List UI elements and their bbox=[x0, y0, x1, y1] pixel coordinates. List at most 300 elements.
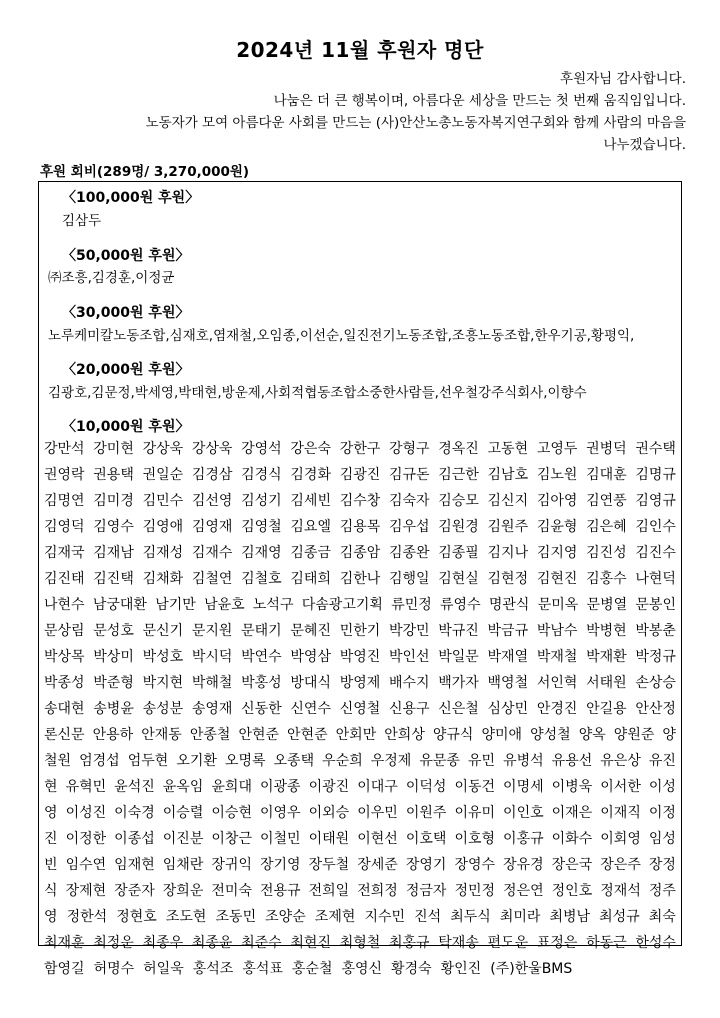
donor-name: 김종암 bbox=[339, 545, 381, 561]
donor-name: 이외승 bbox=[308, 805, 350, 821]
donor-name: 황경숙 bbox=[391, 961, 432, 977]
donor-name: 방영제 bbox=[339, 675, 381, 691]
donor-name: 이철민 bbox=[260, 831, 301, 847]
donor-name: 김재성 bbox=[142, 545, 184, 561]
donor-row bbox=[44, 514, 676, 540]
donor-name: 고동현 bbox=[487, 441, 529, 457]
donor-name: 최종윤 bbox=[191, 935, 233, 951]
donor-name: 김영철 bbox=[241, 519, 282, 535]
donor-name: 김연풍 bbox=[586, 493, 627, 509]
donor-name: 이동건 bbox=[454, 779, 496, 795]
donor-name: 김노원 bbox=[536, 467, 578, 483]
donor-name: 신영철 bbox=[339, 701, 381, 717]
donor-name: 김진수 bbox=[635, 545, 676, 561]
donor-name: 표정은 bbox=[536, 935, 578, 951]
tier-donors-50000: ㈜조흥,김경훈,이정균 bbox=[48, 270, 175, 286]
donor-name: 신연수 bbox=[290, 701, 331, 717]
donation-summary: 후원 회비(289명/ 3,270,000원) bbox=[40, 164, 250, 180]
donor-name: 김영애 bbox=[142, 519, 184, 535]
tier-donors-20000: 김광호,김문정,박세영,박태현,방운제,사회적협동조합소중한사람들,선우철강주식회사,이향수 bbox=[48, 385, 587, 401]
donor-name: 김근한 bbox=[438, 467, 479, 483]
donor-name: 장유경 bbox=[503, 857, 544, 873]
donor-name: 안희상 bbox=[384, 727, 425, 743]
donor-name: 이대구 bbox=[357, 779, 398, 795]
donor-name: 장은주 bbox=[600, 857, 641, 873]
donor-name: 양 bbox=[662, 727, 676, 743]
donor-name: 정민정 bbox=[454, 883, 496, 899]
donor-name: 유은상 bbox=[600, 753, 641, 769]
donor-name: 김재남 bbox=[93, 545, 134, 561]
donor-name: 김용목 bbox=[339, 519, 381, 535]
greeting-line: 나눔은 더 큰 행복이며, 아름다운 세상을 만드는 첫 번째 움직임입니다. bbox=[273, 93, 686, 109]
tier-heading-50000: 〈50,000원 후원〉 bbox=[62, 248, 190, 264]
donor-name: 최재훈 bbox=[44, 935, 85, 951]
donor-name: 김요엘 bbox=[290, 519, 331, 535]
donor-name: 강영석 bbox=[241, 441, 282, 457]
donor-name: 송대현 bbox=[44, 701, 85, 717]
donor-name: 장귀익 bbox=[211, 857, 252, 873]
donor-row bbox=[44, 566, 676, 592]
donor-row bbox=[44, 930, 676, 956]
donor-row bbox=[44, 956, 676, 982]
donor-name: 김숙자 bbox=[388, 493, 430, 509]
donor-name: 윤희대 bbox=[211, 779, 252, 795]
donor-name: 이광진 bbox=[308, 779, 350, 795]
donor-name: 최병남 bbox=[549, 909, 591, 925]
donor-name: 김영덕 bbox=[44, 519, 85, 535]
donor-name: 이호형 bbox=[454, 831, 496, 847]
donor-name: 김현실 bbox=[438, 571, 479, 587]
donor-name: 김행일 bbox=[388, 571, 430, 587]
donor-name: 장영수 bbox=[454, 857, 496, 873]
donor-name: 장은국 bbox=[551, 857, 593, 873]
donor-name: 권용택 bbox=[93, 467, 134, 483]
greeting-line: 후원자님 감사합니다. bbox=[560, 71, 686, 87]
donor-row bbox=[44, 722, 676, 748]
donor-name: 함영길 bbox=[44, 961, 85, 977]
donor-name: 유혁민 bbox=[65, 779, 107, 795]
donor-name: 노석구 bbox=[252, 597, 294, 613]
donor-name: 유병석 bbox=[503, 753, 544, 769]
donor-name: 고영두 bbox=[536, 441, 578, 457]
donor-name: 송성분 bbox=[142, 701, 184, 717]
donor-name: 임채란 bbox=[162, 857, 204, 873]
donor-name: 박홍성 bbox=[241, 675, 282, 691]
donor-name: 권병덕 bbox=[586, 441, 627, 457]
donor-name: 김진택 bbox=[93, 571, 134, 587]
donor-name: 김채화 bbox=[142, 571, 184, 587]
donor-name: 김종금 bbox=[290, 545, 331, 561]
donor-name: 서인혁 bbox=[536, 675, 578, 691]
donor-name: 정인호 bbox=[551, 883, 593, 899]
donor-name: 김영규 bbox=[635, 493, 676, 509]
donor-name: 문태기 bbox=[241, 623, 282, 639]
donor-name: 박재환 bbox=[586, 649, 627, 665]
donor-name: 김승모 bbox=[438, 493, 479, 509]
donor-row bbox=[44, 436, 676, 462]
donor-name: 안현준 bbox=[287, 727, 328, 743]
donor-name: 유진 bbox=[648, 753, 676, 769]
donor-name: 윤석진 bbox=[114, 779, 155, 795]
donor-name: 이숙경 bbox=[114, 805, 155, 821]
page-title: 2024년 11월 후원자 명단 bbox=[236, 38, 484, 62]
donor-name: 김종완 bbox=[388, 545, 430, 561]
donor-name: 김진성 bbox=[586, 545, 627, 561]
donor-name: 이종섭 bbox=[114, 831, 155, 847]
donor-name: 이성 bbox=[648, 779, 676, 795]
donor-name: 문봉인 bbox=[635, 597, 676, 613]
donor-name: 최형철 bbox=[339, 935, 381, 951]
donor-name: 장준자 bbox=[114, 883, 155, 899]
donor-name: 김한나 bbox=[339, 571, 381, 587]
donor-name: 박일문 bbox=[438, 649, 479, 665]
donor-name: 홍석조 bbox=[192, 961, 234, 977]
donor-name: 문미옥 bbox=[537, 597, 579, 613]
donor-name: 하동근 bbox=[586, 935, 627, 951]
donor-name: 박정규 bbox=[635, 649, 676, 665]
donor-name: 장제현 bbox=[65, 883, 107, 899]
donor-name: 문성호 bbox=[93, 623, 134, 639]
donor-row bbox=[44, 592, 676, 618]
donor-name: 전희일 bbox=[308, 883, 350, 899]
donor-name: 정한석 bbox=[66, 909, 108, 925]
donor-name: 이영우 bbox=[260, 805, 301, 821]
donor-name: 한성수 bbox=[635, 935, 676, 951]
tier-donors-30000: 노루케미칼노동조합,심재호,염재철,오임종,이선순,일진전기노동조합,조흥노동조합,한우기공,황평익, bbox=[48, 328, 635, 344]
donor-name: 김현진 bbox=[536, 571, 578, 587]
donor-name: 박규진 bbox=[438, 623, 479, 639]
tier-heading-20000: 〈20,000원 후원〉 bbox=[62, 362, 190, 378]
donor-name: 엄두현 bbox=[127, 753, 169, 769]
donor-name: 김대훈 bbox=[586, 467, 627, 483]
donor-name: 이호택 bbox=[405, 831, 447, 847]
donor-name: 김지영 bbox=[536, 545, 578, 561]
donor-name: 최두식 bbox=[450, 909, 491, 925]
donor-name: 김진태 bbox=[44, 571, 85, 587]
donor-name: 경옥진 bbox=[438, 441, 479, 457]
donor-name: 최성규 bbox=[599, 909, 640, 925]
donor-name: 박준형 bbox=[93, 675, 134, 691]
donor-name: 백가자 bbox=[438, 675, 479, 691]
donor-name: 이창근 bbox=[211, 831, 252, 847]
donor-name: 양성철 bbox=[530, 727, 571, 743]
donor-name: 조도현 bbox=[165, 909, 207, 925]
donor-row bbox=[44, 774, 676, 800]
tier-heading-10000: 〈10,000원 후원〉 bbox=[62, 419, 190, 435]
donor-name: 김현정 bbox=[487, 571, 529, 587]
donor-name: 김명연 bbox=[44, 493, 85, 509]
donor-name: 김경식 bbox=[241, 467, 282, 483]
donor-name: 장영기 bbox=[405, 857, 447, 873]
donor-row bbox=[44, 462, 676, 488]
donor-name: 임재현 bbox=[114, 857, 155, 873]
donor-name: 윤옥임 bbox=[162, 779, 204, 795]
donor-row bbox=[44, 904, 676, 930]
donor-name: 이화수 bbox=[551, 831, 593, 847]
donor-name: 식 bbox=[44, 883, 58, 899]
donor-name: 안용하 bbox=[92, 727, 134, 743]
donor-name: 김성기 bbox=[241, 493, 282, 509]
donor-name: 황인진 bbox=[440, 961, 482, 977]
donor-name: 배수지 bbox=[388, 675, 430, 691]
donor-name: 김신지 bbox=[487, 493, 529, 509]
donor-name: 권영락 bbox=[44, 467, 85, 483]
donor-name: 이정한 bbox=[65, 831, 107, 847]
donor-name: 박해철 bbox=[191, 675, 233, 691]
donor-name: 박강민 bbox=[388, 623, 430, 639]
donor-name: 김명규 bbox=[635, 467, 676, 483]
donor-name: 박성호 bbox=[142, 649, 184, 665]
donor-name: 전희정 bbox=[357, 883, 398, 899]
donor-name: 양원준 bbox=[613, 727, 655, 743]
donor-name: 김영재 bbox=[191, 519, 233, 535]
donor-name: 김수창 bbox=[339, 493, 381, 509]
donor-name: 박상미 bbox=[93, 649, 134, 665]
donor-name: 박봉춘 bbox=[635, 623, 676, 639]
donor-name: 현 bbox=[44, 779, 58, 795]
donor-name: 김영수 bbox=[93, 519, 134, 535]
donor-name: 나현덕 bbox=[635, 571, 676, 587]
donor-name: 이광종 bbox=[260, 779, 301, 795]
donor-name: 신동한 bbox=[241, 701, 282, 717]
donor-name: 다솜광고기획 bbox=[301, 597, 383, 613]
greeting-line: 노동자가 모여 아름다운 사회를 만드는 (사)안산노총노동자복지연구회와 함께 사람의 마음을 bbox=[145, 115, 686, 131]
donor-name: 조동민 bbox=[215, 909, 257, 925]
donor-row bbox=[44, 852, 676, 878]
donor-name: 장세준 bbox=[357, 857, 398, 873]
donor-name: 이병욱 bbox=[551, 779, 593, 795]
donor-name: 허명수 bbox=[93, 961, 135, 977]
donor-name: 김원주 bbox=[487, 519, 529, 535]
donor-name: 양규식 bbox=[432, 727, 474, 743]
tier-heading-100000: 〈100,000원 후원〉 bbox=[62, 190, 200, 206]
donor-name: 진석 bbox=[414, 909, 442, 925]
greeting-message bbox=[36, 68, 686, 156]
donor-name: 임성 bbox=[648, 831, 676, 847]
donor-name: 강한구 bbox=[339, 441, 381, 457]
donor-name: 박종성 bbox=[44, 675, 85, 691]
donor-name: 김경삼 bbox=[191, 467, 233, 483]
donor-name: 박금규 bbox=[487, 623, 529, 639]
donor-name: 문혜진 bbox=[290, 623, 331, 639]
donor-row bbox=[44, 644, 676, 670]
donor-name: 오종택 bbox=[273, 753, 315, 769]
donor-name: 김남호 bbox=[487, 467, 529, 483]
donor-name: 심상민 bbox=[487, 701, 529, 717]
donor-name: 권수택 bbox=[635, 441, 676, 457]
donor-row bbox=[44, 696, 676, 722]
donor-name: 유문종 bbox=[419, 753, 460, 769]
donor-name: 이태원 bbox=[308, 831, 350, 847]
donor-name: 남윤호 bbox=[204, 597, 245, 613]
donor-row bbox=[44, 540, 676, 566]
donor-name: 류민정 bbox=[391, 597, 432, 613]
donor-name: 박지현 bbox=[142, 675, 184, 691]
donor-name: 이덕성 bbox=[405, 779, 447, 795]
donor-name: 우정제 bbox=[370, 753, 412, 769]
donor-name: 이진분 bbox=[162, 831, 204, 847]
tier-donors-100000: 김삼두 bbox=[62, 213, 102, 229]
donor-name: 이우민 bbox=[357, 805, 398, 821]
donor-row bbox=[44, 826, 676, 852]
donor-name: 안산정 bbox=[635, 701, 676, 717]
donor-name: 이승현 bbox=[211, 805, 252, 821]
donor-name: 이홍규 bbox=[503, 831, 544, 847]
donor-name: 김우섭 bbox=[388, 519, 430, 535]
donor-name: 영 bbox=[44, 909, 58, 925]
donor-name: 조제현 bbox=[314, 909, 356, 925]
donor-name: 유민 bbox=[467, 753, 496, 769]
donor-name: 이원주 bbox=[405, 805, 447, 821]
donor-name: 이승렬 bbox=[162, 805, 204, 821]
donor-name: 이서한 bbox=[600, 779, 641, 795]
donor-row bbox=[44, 488, 676, 514]
donor-row bbox=[44, 618, 676, 644]
donor-name: 안재동 bbox=[141, 727, 182, 743]
donor-name: 김지나 bbox=[487, 545, 529, 561]
donor-name: 김세빈 bbox=[290, 493, 331, 509]
donor-name: 안길용 bbox=[586, 701, 627, 717]
donor-name: 이정 bbox=[648, 805, 676, 821]
donor-name: 안경진 bbox=[536, 701, 578, 717]
donor-name: 안종철 bbox=[189, 727, 231, 743]
donor-name: 박시덕 bbox=[191, 649, 233, 665]
donor-name: 문병열 bbox=[586, 597, 628, 613]
donor-name: 김미경 bbox=[93, 493, 134, 509]
donor-name: 오명록 bbox=[224, 753, 266, 769]
donor-name: 김은혜 bbox=[586, 519, 627, 535]
donor-name: 홍석표 bbox=[242, 961, 283, 977]
donor-row bbox=[44, 800, 676, 826]
donor-name: 조양순 bbox=[265, 909, 306, 925]
donor-name: 김철호 bbox=[241, 571, 282, 587]
greeting-line: 나누겠습니다. bbox=[603, 137, 686, 153]
donor-name: 권일순 bbox=[142, 467, 184, 483]
donor-name: 이명세 bbox=[503, 779, 544, 795]
donor-name: 김재수 bbox=[191, 545, 233, 561]
donor-name: 최종우 bbox=[142, 935, 184, 951]
donor-name: 최숙 bbox=[648, 909, 676, 925]
donor-name: 강형구 bbox=[388, 441, 430, 457]
donor-name: 김태희 bbox=[290, 571, 331, 587]
donor-name: 홍순철 bbox=[291, 961, 333, 977]
donor-name: 철원 bbox=[44, 753, 72, 769]
donor-row bbox=[44, 878, 676, 904]
donor-name: 박상목 bbox=[44, 649, 85, 665]
donor-name: 정주 bbox=[648, 883, 676, 899]
tier-heading-30000: 〈30,000원 후원〉 bbox=[62, 305, 190, 321]
donor-name: 강미현 bbox=[93, 441, 134, 457]
donor-name: 장희운 bbox=[162, 883, 204, 899]
donor-name: 오기환 bbox=[176, 753, 217, 769]
donor-name: 장정 bbox=[648, 857, 676, 873]
donor-name: 김윤형 bbox=[536, 519, 578, 535]
donor-name: 진 bbox=[44, 831, 58, 847]
donor-name: 민한기 bbox=[339, 623, 381, 639]
donor-name: 박병현 bbox=[586, 623, 627, 639]
donor-name: 임수연 bbox=[65, 857, 107, 873]
donor-name: 정은연 bbox=[503, 883, 544, 899]
donor-name: 이유미 bbox=[454, 805, 496, 821]
donor-name: 김홍수 bbox=[586, 571, 627, 587]
donor-name: 김재국 bbox=[44, 545, 85, 561]
donor-name: 허일욱 bbox=[143, 961, 184, 977]
donor-name: 안현준 bbox=[238, 727, 280, 743]
donor-name: 문신기 bbox=[142, 623, 184, 639]
donor-name: 류영수 bbox=[440, 597, 481, 613]
donor-name: 손상승 bbox=[635, 675, 676, 691]
donor-name: 남궁대환 bbox=[92, 597, 147, 613]
donor-name: 강은숙 bbox=[290, 441, 331, 457]
donor-name: 김광진 bbox=[339, 467, 381, 483]
donor-name: 홍영신 bbox=[341, 961, 383, 977]
donor-name: 송병윤 bbox=[93, 701, 134, 717]
donor-name: 우순희 bbox=[322, 753, 363, 769]
donor-name: 최준수 bbox=[241, 935, 282, 951]
donor-name: 남기만 bbox=[155, 597, 196, 613]
donor-name: 양옥 bbox=[578, 727, 606, 743]
donor-name: 김선영 bbox=[191, 493, 233, 509]
donor-grid-10000 bbox=[44, 436, 676, 982]
donor-name: 장기영 bbox=[260, 857, 301, 873]
donor-name: 이재직 bbox=[600, 805, 641, 821]
donor-name: 전미숙 bbox=[211, 883, 252, 899]
donor-name: 김인수 bbox=[635, 519, 676, 535]
donor-name: 안회만 bbox=[335, 727, 377, 743]
donor-name: 김규돈 bbox=[388, 467, 430, 483]
donor-name: 정금자 bbox=[405, 883, 447, 899]
donor-name: 문지원 bbox=[191, 623, 233, 639]
donor-name: 강상욱 bbox=[191, 441, 233, 457]
donor-name: 탁재송 bbox=[438, 935, 479, 951]
donor-name: 신용구 bbox=[388, 701, 430, 717]
donor-name: 지수민 bbox=[364, 909, 406, 925]
donor-name: 서태원 bbox=[586, 675, 627, 691]
donor-name: 최미라 bbox=[499, 909, 541, 925]
donor-name: 박연수 bbox=[241, 649, 282, 665]
donor-name: 명관식 bbox=[488, 597, 530, 613]
donor-name: 송영재 bbox=[191, 701, 233, 717]
donor-name: 박재철 bbox=[536, 649, 578, 665]
donor-name: 이현선 bbox=[357, 831, 398, 847]
donor-name: 최현진 bbox=[290, 935, 331, 951]
donor-name: 정현호 bbox=[116, 909, 157, 925]
donor-name: 빈 bbox=[44, 857, 58, 873]
donor-name: 론신문 bbox=[44, 727, 85, 743]
donor-name: 박영진 bbox=[339, 649, 381, 665]
donor-name: 유용선 bbox=[551, 753, 593, 769]
donor-name: 이재은 bbox=[551, 805, 593, 821]
donor-name: 김아영 bbox=[536, 493, 578, 509]
donor-name: 방대식 bbox=[290, 675, 331, 691]
donor-name: 최홍규 bbox=[388, 935, 430, 951]
donor-name: 박재열 bbox=[487, 649, 529, 665]
donor-name: 강만석 bbox=[44, 441, 85, 457]
donor-name: 문상림 bbox=[44, 623, 85, 639]
donor-name: 엄경섭 bbox=[79, 753, 120, 769]
donor-name: 양미애 bbox=[481, 727, 523, 743]
donor-name: 영 bbox=[44, 805, 58, 821]
donor-name: 장두철 bbox=[308, 857, 350, 873]
donor-name: 박영삼 bbox=[290, 649, 331, 665]
donor-name: 정재석 bbox=[600, 883, 641, 899]
donor-name: 백영철 bbox=[487, 675, 529, 691]
donor-name: 김종필 bbox=[438, 545, 479, 561]
donor-name: 최정운 bbox=[93, 935, 134, 951]
donor-name: 강상욱 bbox=[142, 441, 184, 457]
donor-name: (주)한울BMS bbox=[490, 961, 573, 977]
donor-name: 김원경 bbox=[438, 519, 479, 535]
